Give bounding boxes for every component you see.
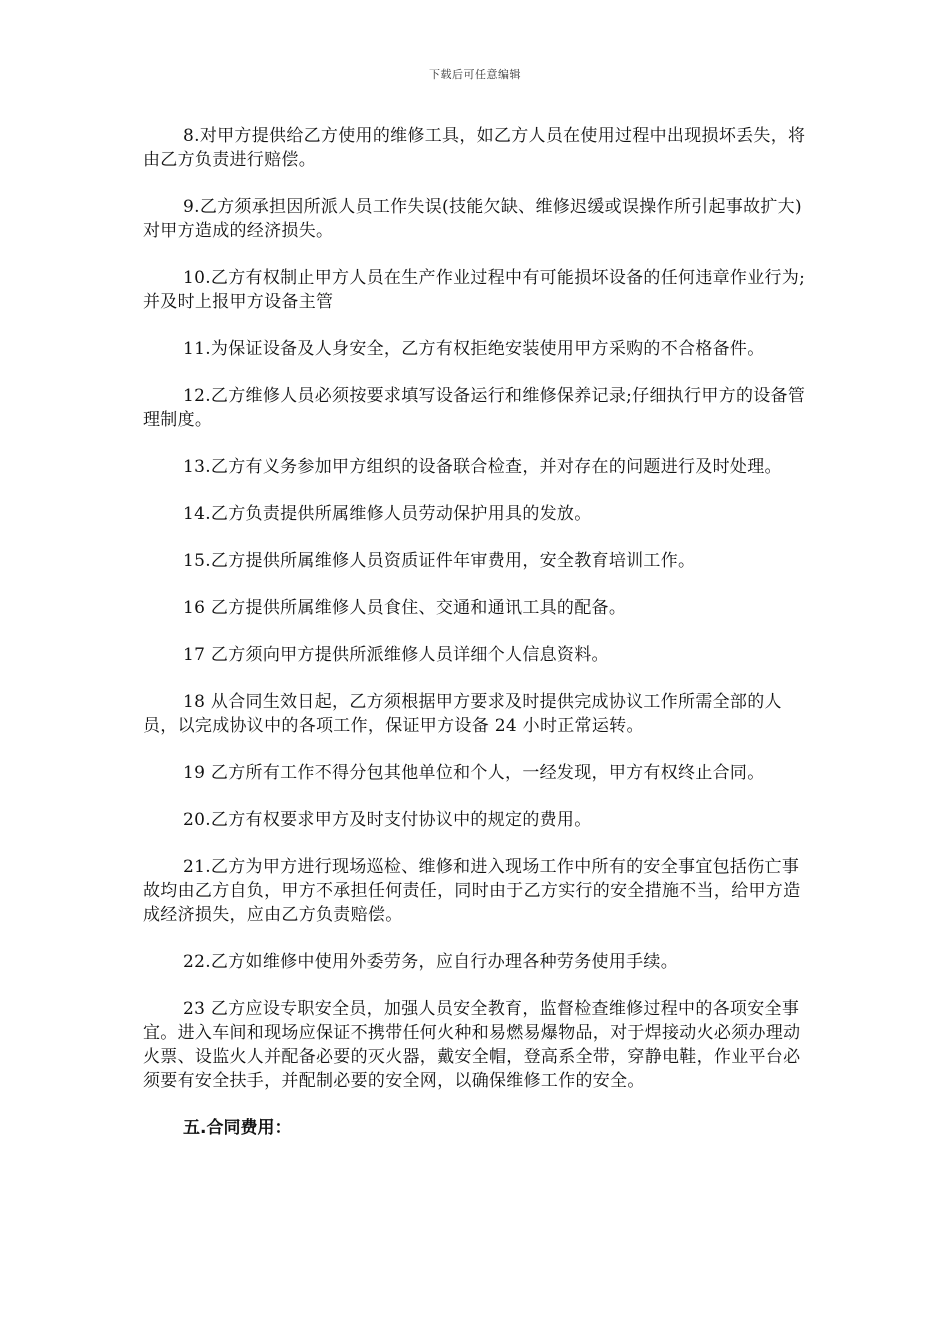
clause-9: 9.乙方须承担因所派人员工作失误(技能欠缺、维修迟缓或误操作所引起事故扩大)对甲方造成的经济损失。 (143, 197, 802, 241)
clause-12: 12.乙方维修人员必须按要求填写设备运行和维修保养记录;仔细执行甲方的设备管理制度。 (143, 386, 806, 430)
document-body (143, 124, 815, 1140)
clause-19: 19 乙方所有工作不得分包其他单位和个人，一经发现，甲方有权终止合同。 (183, 763, 765, 783)
header-note: 下载后可任意编辑 (429, 68, 521, 81)
clause-21: 21.乙方为甲方进行现场巡检、维修和进入现场工作中所有的安全事宜包括伤亡事故均由乙方自负，甲方不承担任何责任，同时由于乙方实行的安全措施不当，给甲方造成经济损失，应由乙方负责赔偿。 (143, 857, 801, 925)
clause-16: 16 乙方提供所属维修人员食住、交通和通讯工具的配备。 (183, 598, 627, 618)
section-heading-contract-fees: 五.合同费用： (183, 1118, 292, 1138)
clause-15: 15.乙方提供所属维修人员资质证件年审费用，安全教育培训工作。 (183, 551, 696, 571)
clause-8: 8.对甲方提供给乙方使用的维修工具，如乙方人员在使用过程中出现损坏丢失，将由乙方负责进行赔偿。 (143, 126, 806, 170)
clause-13: 13.乙方有义务参加甲方组织的设备联合检查，并对存在的问题进行及时处理。 (183, 457, 782, 477)
clause-14: 14.乙方负责提供所属维修人员劳动保护用具的发放。 (183, 504, 592, 524)
clause-22: 22.乙方如维修中使用外委劳务，应自行办理各种劳务使用手续。 (183, 952, 679, 972)
clause-11: 11.为保证设备及人身安全，乙方有权拒绝安装使用甲方采购的不合格备件。 (183, 339, 765, 359)
clause-18: 18 从合同生效日起，乙方须根据甲方要求及时提供完成协议工作所需全部的人员，以完成协议中的各项工作，保证甲方设备 24 小时正常运转。 (143, 692, 782, 736)
clause-20: 20.乙方有权要求甲方及时支付协议中的规定的费用。 (183, 810, 592, 830)
clause-23: 23 乙方应设专职安全员，加强人员安全教育，监督检查维修过程中的各项安全事宜。进入车间和现场应保证不携带任何火种和易燃易爆物品，对于焊接动火必须办理动火票、设监火人并配备必要的灭火器，戴安全帽，登高系全带，穿静电鞋，作业平台必须要有安全扶手，并配制必要的安全网，以确保维修工作的安全。 (143, 999, 801, 1091)
clause-10: 10.乙方有权制止甲方人员在生产作业过程中有可能损坏设备的任何违章作业行为;并及时上报甲方设备主管 (143, 268, 806, 312)
clause-17: 17 乙方须向甲方提供所派维修人员详细个人信息资料。 (183, 645, 609, 665)
